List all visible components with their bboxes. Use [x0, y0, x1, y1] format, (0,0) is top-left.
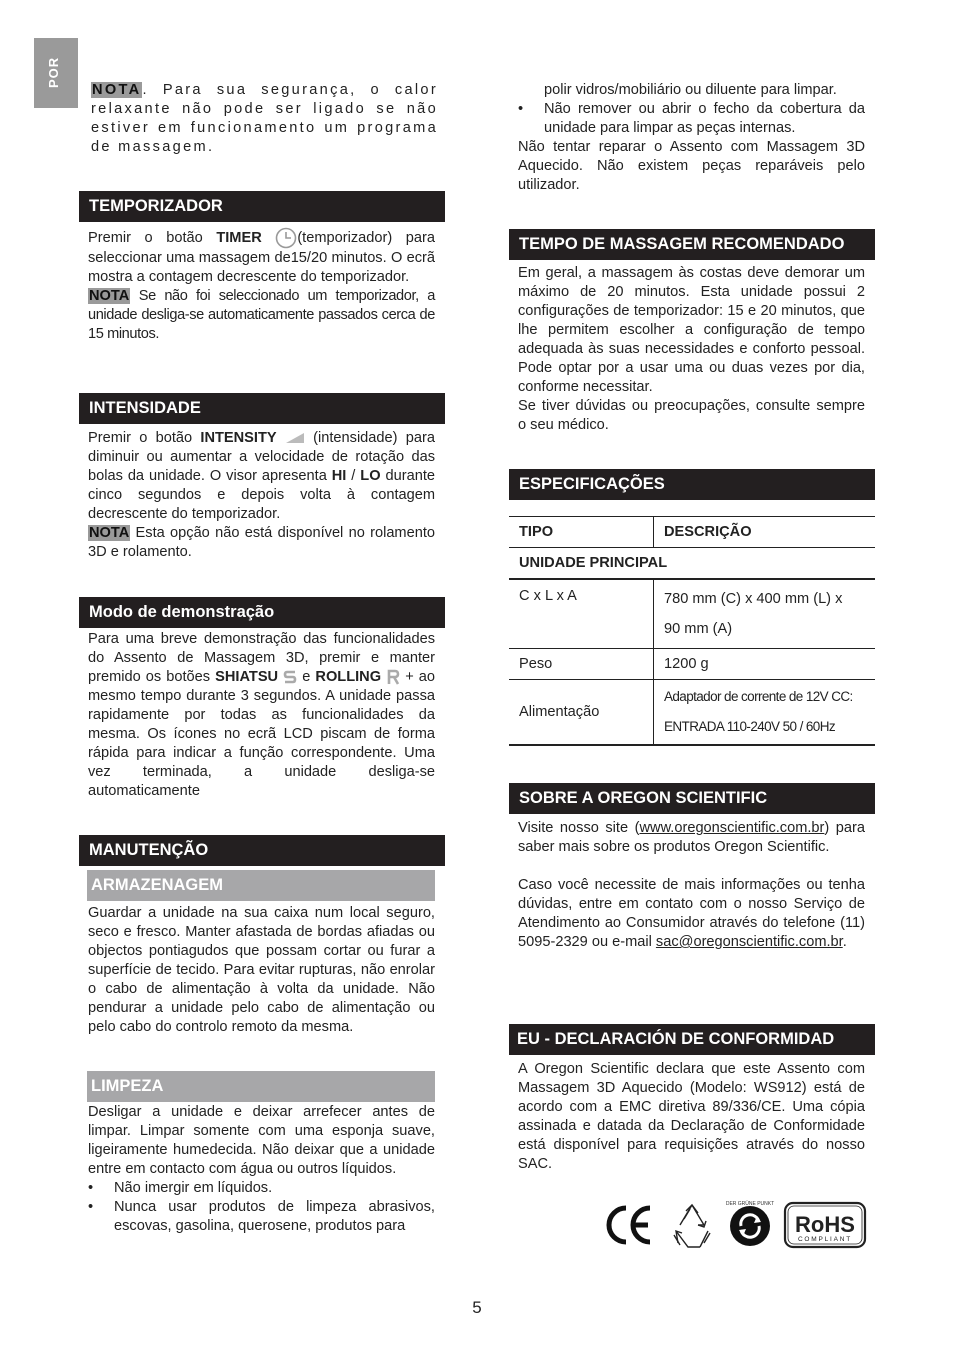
recommended-text: Em geral, a massagem às costas deve demorar um máximo de 20 minutos. Esta unidade possui 2 configurações de temporizador: 15 e 20 minutos, que lhe permitem escolher a configuração de tempo adequada às suas necessidades e conforto pessoal. Pode optar por a usar uma ou duas vezes por dia, conforme necessitar.: [518, 265, 865, 395]
intensity-nota-text: Esta opção não está disponível no rolamento 3D e rolamento.: [88, 525, 435, 560]
cleaning-section: [88, 1103, 435, 1236]
repair-text: Não tentar reparar o Assento com Massagem 3D Aquecido. Não existem peças reparáveis pelo utilizador.: [518, 139, 865, 193]
table-row: [509, 649, 875, 680]
spec-desc-line: 90 mm (A): [664, 621, 733, 637]
group-label: UNIDADE PRINCIPAL: [509, 548, 875, 580]
website-link[interactable]: www.oregonscientific.com.br: [639, 820, 825, 836]
slash: /: [346, 468, 361, 484]
shiatsu-label: SHIATSU: [215, 669, 279, 685]
about-text-1: Visite nosso site (: [518, 820, 640, 836]
intensity-icon: [285, 432, 305, 444]
shiatsu-icon: [283, 669, 297, 685]
language-tab: [34, 38, 78, 108]
table-row: [509, 579, 875, 649]
specs-heading: ESPECIFICAÇÕES: [509, 469, 875, 500]
intensity-button-label: INTENSITY: [200, 430, 277, 446]
nota-label: NOTA: [89, 525, 130, 541]
maintenance-heading: MANUTENÇÃO: [79, 835, 445, 866]
list-item-continued: polir vidros/mobiliário ou diluente para limpar.: [544, 82, 837, 98]
spec-type: C x L x A: [509, 579, 654, 649]
recommended-heading: TEMPO DE MASSAGEM RECOMENDADO: [509, 229, 875, 260]
intensity-heading: INTENSIDADE: [79, 393, 445, 424]
eu-text: A Oregon Scientific declara que este Assento com Massagem 3D Aquecido (Modelo: WS912) está de acordo com a EMC diretiva 89/336/CE. Uma cópia assinada e datada da Declaração de Conformidade está disponível para requisições através do nosso SAC.: [518, 1061, 865, 1172]
green-dot-icon: [730, 1206, 770, 1246]
timer-text-post: (temporizador) para seleccionar uma massagem de15/20 minutos. O ecrã mostra a contagem decrescente do temporizador.: [88, 229, 435, 285]
table-header-row: [509, 517, 875, 548]
language-tab-label: POR: [46, 56, 61, 88]
cleaning-heading: LIMPEZA: [87, 1071, 435, 1102]
rohs-icon: [785, 1203, 865, 1247]
about-heading: SOBRE A OREGON SCIENTIFIC: [509, 783, 875, 814]
spec-desc: 1200 g: [654, 649, 876, 680]
spec-type: Alimentação: [509, 680, 654, 746]
recommended-text-2: Se tiver dúvidas ou preocupações, consulte sempre o seu médico.: [518, 398, 865, 433]
column-header-description: DESCRIÇÃO: [654, 517, 876, 548]
timer-section: [88, 227, 435, 344]
ce-mark-icon: [609, 1208, 650, 1242]
spec-desc-line: Adaptador de corrente de 12V CC:: [664, 689, 853, 704]
email-link[interactable]: sac@oregonscientific.com.br: [655, 934, 843, 950]
spec-desc: [654, 579, 876, 649]
nota-top: [91, 81, 438, 157]
demo-text-1: Para uma breve demonstração das funcionalidades do Assento de Massagem 3D, premir e manter premido os botões: [88, 631, 435, 685]
spec-desc-line: ENTRADA 110-240V 50 / 60Hz: [664, 719, 835, 734]
timer-heading: TEMPORIZADOR: [79, 191, 445, 222]
timer-nota-text: Se não foi seleccionado um temporizador, a unidade desliga-se automaticamente passados cerca de 15 minutos.: [88, 288, 435, 342]
spec-type: Peso: [509, 649, 654, 680]
recycle-icon: [674, 1205, 710, 1247]
demo-text-2: e: [297, 669, 316, 685]
demo-heading: Modo de demonstração: [79, 597, 445, 628]
about-text-2: ) para saber mais sobre os produtos Oregon Scientific.: [518, 820, 866, 855]
storage-heading: ARMAZENAGEM: [87, 870, 435, 901]
spec-desc-line: 780 mm (C) x 400 mm (L) x: [664, 591, 843, 607]
lo-label: LO: [360, 468, 381, 484]
about-section: [518, 819, 865, 952]
about-text-3: Caso você necessite de mais informações ou tenha dúvidas, entre em contato com o nosso Serviço de Atendimento ao Consumidor através do telefone (11) 5095-2329 ou e-mail: [518, 877, 865, 950]
spec-desc: [654, 680, 876, 746]
cleaning-text: Desligar a unidade e deixar arrefecer antes de limpar. Limpar somente com uma esponja suave, ligeiramente humedecida. Não deixar que a unidade entre em contacto com água ou outros líquidos.: [88, 1104, 435, 1177]
demo-text-3: + ao mesmo tempo durante 3 segundos. A unidade passa rapidamente por todas as funcionalidades da mesma. Os ícones no ecrã LCD piscam de forma rápida para indicar a função correspondente. Uma vez terminada, a unidade desliga-se automaticamente: [88, 669, 436, 799]
timer-text-pre: Premir o botão: [88, 229, 217, 246]
list-item: • Nunca usar produtos de limpeza abrasivos, escovas, gasolina, querosene, produtos para: [88, 1198, 435, 1236]
hi-label: HI: [331, 468, 347, 484]
rohs-compliant-label: COMPLIANT: [797, 1236, 853, 1243]
demo-section: [88, 630, 435, 801]
intensity-text-post: durante cinco segundos e depois volta à contagem decrescente do temporizador.: [88, 468, 435, 522]
rolling-label: ROLLING: [315, 669, 382, 685]
storage-text: Guardar a unidade na sua caixa num local seguro, seco e fresco. Manter afastada de bordas afiadas ou objectos pontiagudos que possam cortar ou furar a superfície de tecido. Para evitar rupturas, não enrolar o cabo de alimentação à volta da unidade. Não pendurar a unidade pelo cabo de alimentação ou pelo cabo do controlo remoto da mesma.: [88, 905, 435, 1035]
intensity-text-mid: (intensidade) para diminuir ou aumentar a velocidade de rotação das bolas da unidade. O visor apresenta: [88, 430, 435, 484]
rolling-icon: [386, 669, 400, 685]
list-item: • Não remover ou abrir o fecho da cobertura da unidade para limpar as peças internas.: [518, 100, 865, 138]
intensity-text-pre: Premir o botão: [88, 430, 201, 446]
about-text-4: .: [842, 934, 847, 950]
rohs-label: RoHS: [795, 1212, 855, 1237]
nota-label: NOTA: [89, 288, 130, 304]
specs-table: [509, 516, 875, 746]
certification-logos: [604, 1200, 868, 1250]
green-dot-label: DER GRÜNE PUNKT: [725, 1201, 775, 1207]
clock-icon: [275, 227, 297, 249]
page-number: 5: [472, 1298, 482, 1317]
eu-heading: EU - DECLARACIÓN DE CONFORMIDAD: [509, 1024, 875, 1055]
logos-svg: [604, 1200, 868, 1250]
table-group-row: [509, 548, 875, 580]
eu-section: [518, 1060, 865, 1174]
intensity-section: [88, 429, 435, 562]
nota-text: . Para sua segurança, o calor relaxante não pode ser ligado se não estiver em funcionamento um programa de massagem.: [91, 82, 438, 155]
storage-section: [88, 904, 435, 1037]
recommended-section: [518, 264, 865, 435]
table-row: [509, 680, 875, 746]
timer-button-label: TIMER: [216, 229, 262, 246]
list-item: • Não imergir em líquidos.: [88, 1179, 435, 1198]
column-header-type: TIPO: [509, 517, 654, 548]
nota-label: NOTA: [92, 82, 142, 98]
cleaning-continued: [518, 81, 865, 195]
